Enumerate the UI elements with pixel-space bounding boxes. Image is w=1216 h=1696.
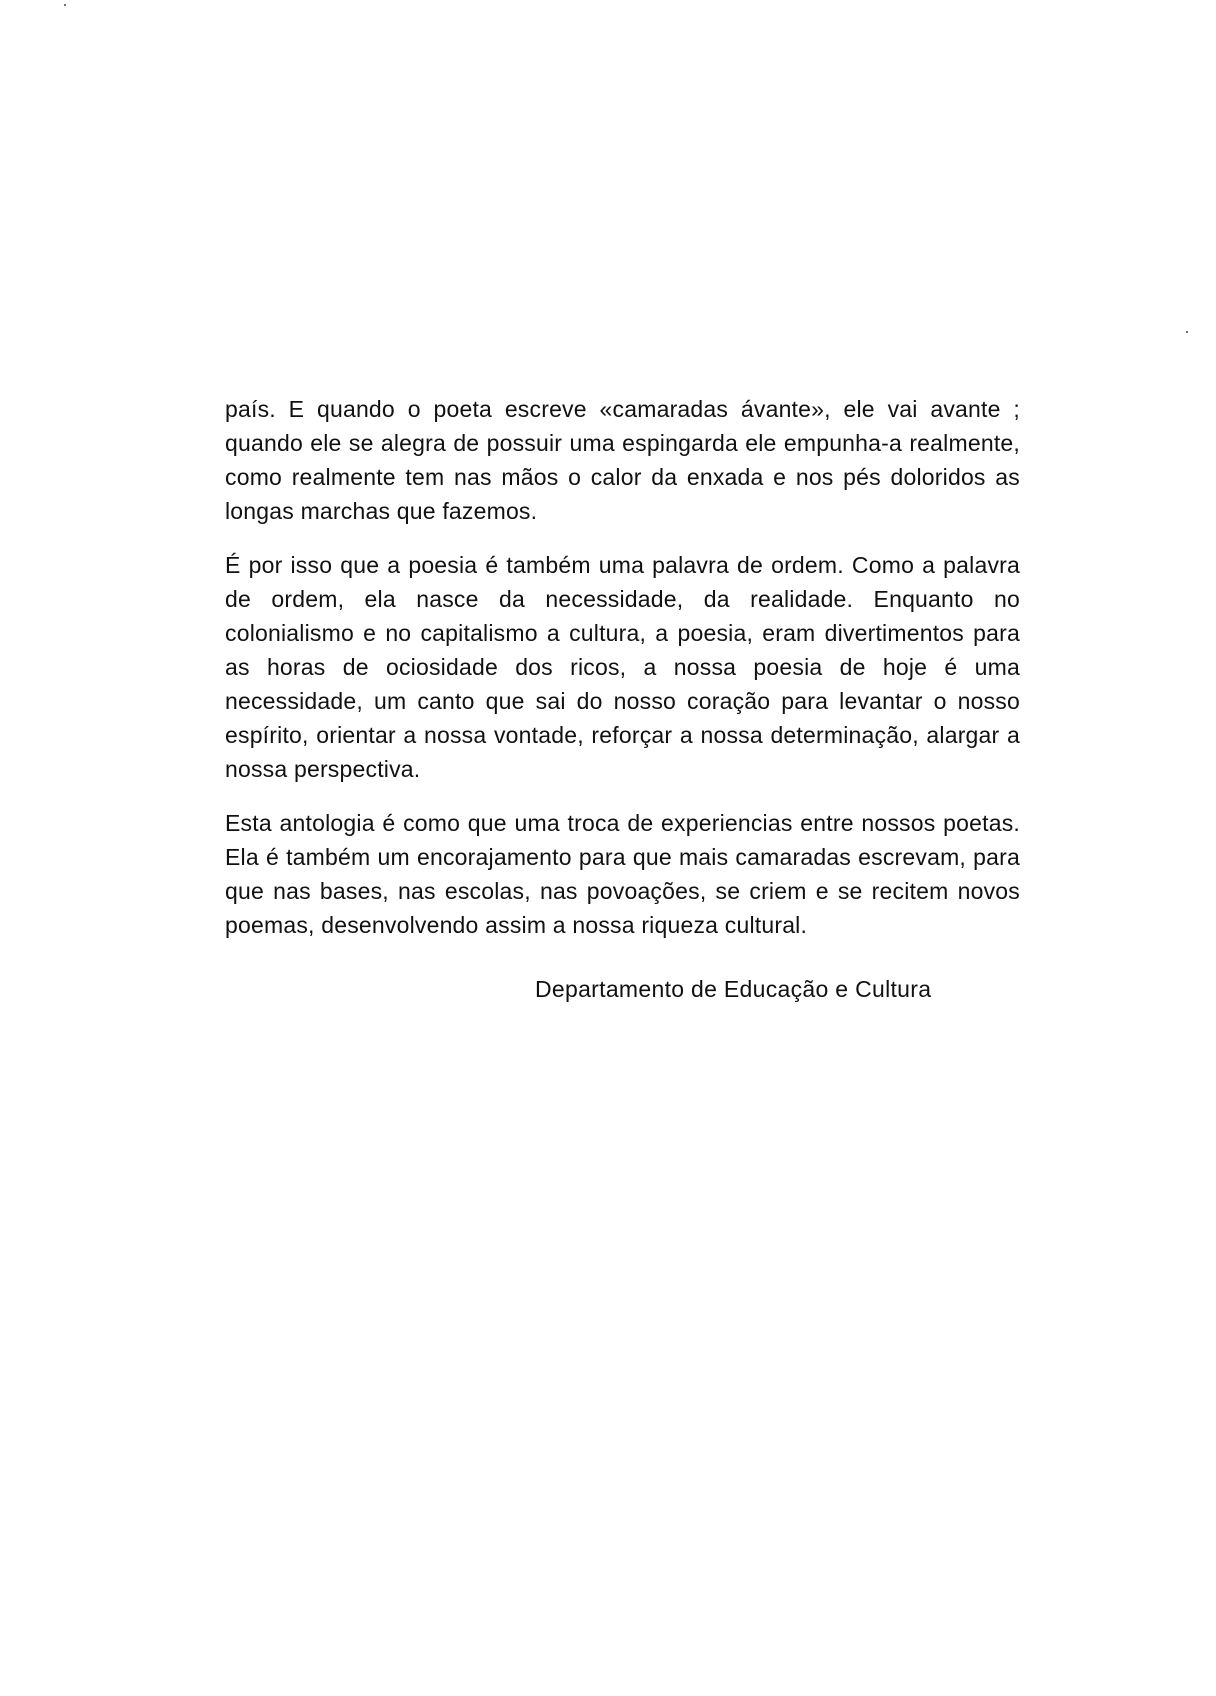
paragraph-1: país. E quando o poeta escreve «camaradas ávante», ele vai avante ; quando ele se alegra de possuir uma espingarda ele empunha-a realmente, como realmente tem nas mãos o calor da enxada e nos pés doloridos as longas marchas que fazemos.	[225, 396, 1020, 524]
scan-speck	[1186, 331, 1188, 333]
scan-speck	[64, 4, 66, 6]
body-text	[225, 392, 1020, 962]
paragraph-3: Esta antologia é como que uma troca de experiencias entre nossos poetas. Ela é também um encorajamento para que mais camaradas escrevam, para que nas bases, nas escolas, nas povoações, se criem e se recitem novos poemas, desenvolvendo assim a nossa riqueza cultural.	[225, 810, 1020, 938]
signature: Departamento de Educação e Cultura	[535, 976, 932, 1002]
paragraph-2: É por isso que a poesia é também uma palavra de ordem. Como a palavra de ordem, ela nasce da necessidade, da realidade. Enquanto no colonialismo e no capitalismo a cultura, a poesia, eram divertimentos para as horas de ociosidade dos ricos, a nossa poesia de hoje é uma necessidade, um canto que sai do nosso coração para levantar o nosso espírito, orientar a nossa vontade, reforçar a nossa determinação, alargar a nossa perspectiva.	[225, 552, 1020, 782]
